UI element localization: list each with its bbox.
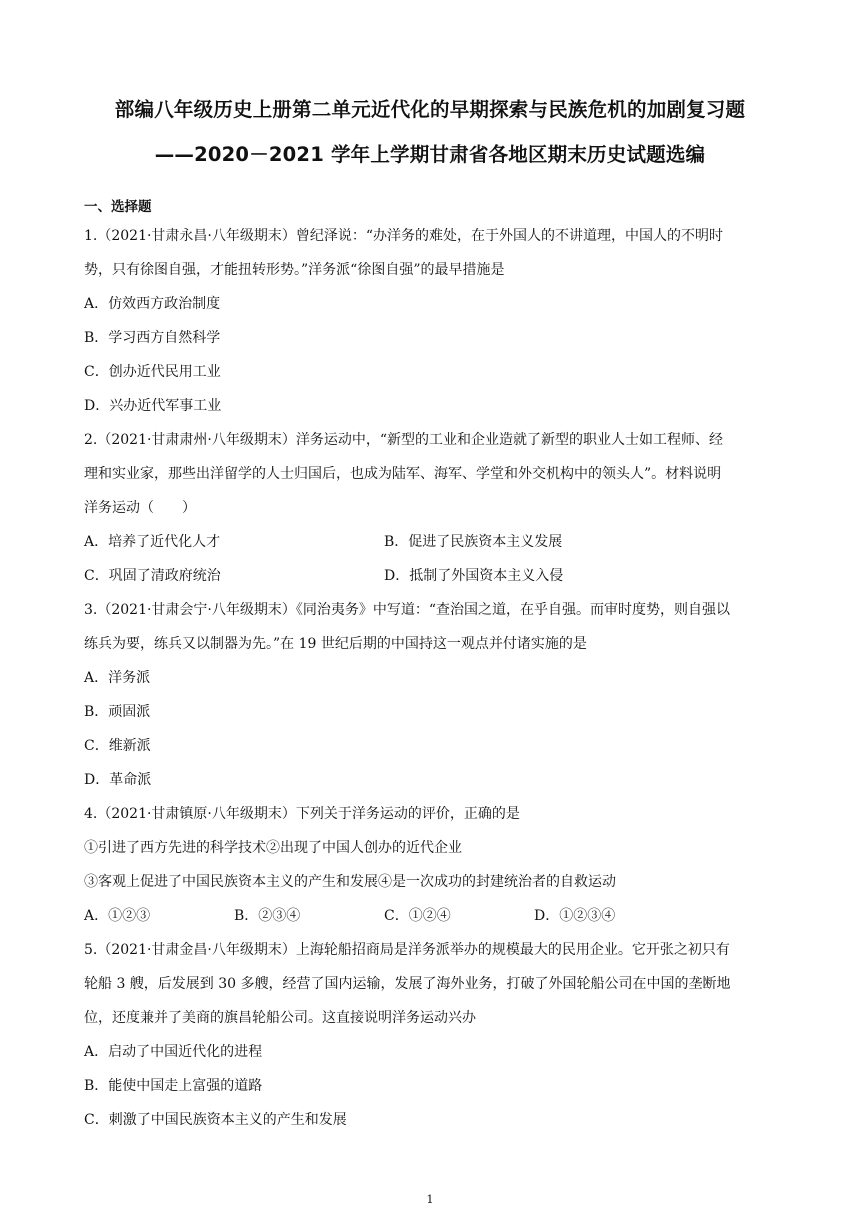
question-stem-line: 4.（2021·甘肃镇原·八年级期末）下列关于洋务运动的评价，正确的是 xyxy=(84,806,520,822)
question-stem-line: 轮船 3 艘，后发展到 30 多艘，经营了国内运输，发展了海外业务，打破了外国轮船公司在中国的垄断地 xyxy=(84,976,731,992)
option-a: A．洋务派 xyxy=(84,670,151,686)
option-b: B．顽固派 xyxy=(84,704,151,720)
option-d: D．兴办近代军事工业 xyxy=(84,398,222,414)
options-row xyxy=(84,899,784,933)
option-a: A．培养了近代化人才 xyxy=(84,534,221,550)
question-stem-line: 洋务运动（ ） xyxy=(84,500,196,516)
question-list xyxy=(84,219,784,1137)
options-row xyxy=(84,525,784,559)
question-stem-line: 3.（2021·甘肃会宁·八年级期末）《同治夷务》中写道：“查治国之道，在乎自强。而审时度势，则自强以 xyxy=(84,602,731,618)
page-number: 1 xyxy=(426,1193,434,1206)
option-a: A．启动了中国近代化的进程 xyxy=(84,1044,263,1060)
question-1 xyxy=(84,219,784,423)
option-c: C．维新派 xyxy=(84,738,151,754)
option-c: C．刺激了中国民族资本主义的产生和发展 xyxy=(84,1112,347,1128)
question-stem-line: 5.（2021·甘肃金昌·八年级期末）上海轮船招商局是洋务派举办的规模最大的民用企业。它开张之初只有 xyxy=(84,942,730,958)
question-4 xyxy=(84,797,784,933)
question-stem-line: 2.（2021·甘肃肃州·八年级期末）洋务运动中，“新型的工业和企业造就了新型的职业人士如工程师、经 xyxy=(84,432,724,448)
question-5 xyxy=(84,933,784,1137)
options-row xyxy=(84,559,784,593)
question-stem-line: 势，只有徐图自强，才能扭转形势。”洋务派“徐图自强”的最早措施是 xyxy=(84,262,505,278)
option-b: B．学习西方自然科学 xyxy=(84,330,221,346)
option-c: C．巩固了清政府统治 xyxy=(84,568,221,584)
document-title-line1: 部编八年级历史上册第二单元近代化的早期探索与民族危机的加剧复习题 xyxy=(114,98,746,121)
question-stem-line: 理和实业家，那些出洋留学的人士归国后，也成为陆军、海军、学堂和外交机构中的领头人”。材料说明 xyxy=(84,466,722,482)
option-a: A．①②③ xyxy=(84,908,151,924)
question-stem-line: 1.（2021·甘肃永昌·八年级期末）曾纪泽说：“办洋务的难处，在于外国人的不讲道理，中国人的不明时 xyxy=(84,228,724,244)
section-heading: 一、选择题 xyxy=(84,199,152,215)
option-c: C．①②④ xyxy=(384,908,451,924)
option-b: B．促进了民族资本主义发展 xyxy=(384,534,563,550)
document-title-line2: ——2020－2021 学年上学期甘肃省各地区期末历史试题选编 xyxy=(154,143,706,166)
option-b: B．能使中国走上富强的道路 xyxy=(84,1078,263,1094)
question-stem-line: ①引进了西方先进的科学技术②出现了中国人创办的近代企业 xyxy=(84,840,462,856)
option-b: B．②③④ xyxy=(234,908,301,924)
option-d: D．抵制了外国资本主义入侵 xyxy=(384,568,564,584)
question-stem-line: ③客观上促进了中国民族资本主义的产生和发展④是一次成功的封建统治者的自救运动 xyxy=(84,874,616,890)
question-stem-line: 练兵为要，练兵又以制器为先。”在 19 世纪后期的中国持这一观点并付诸实施的是 xyxy=(84,636,587,652)
option-d: D．①②③④ xyxy=(534,908,616,924)
option-d: D．革命派 xyxy=(84,772,152,788)
option-c: C．创办近代民用工业 xyxy=(84,364,221,380)
question-2 xyxy=(84,423,784,593)
option-a: A．仿效西方政治制度 xyxy=(84,296,221,312)
question-stem-line: 位，还度兼并了美商的旗昌轮船公司。这直接说明洋务运动兴办 xyxy=(84,1010,476,1026)
question-3 xyxy=(84,593,784,797)
